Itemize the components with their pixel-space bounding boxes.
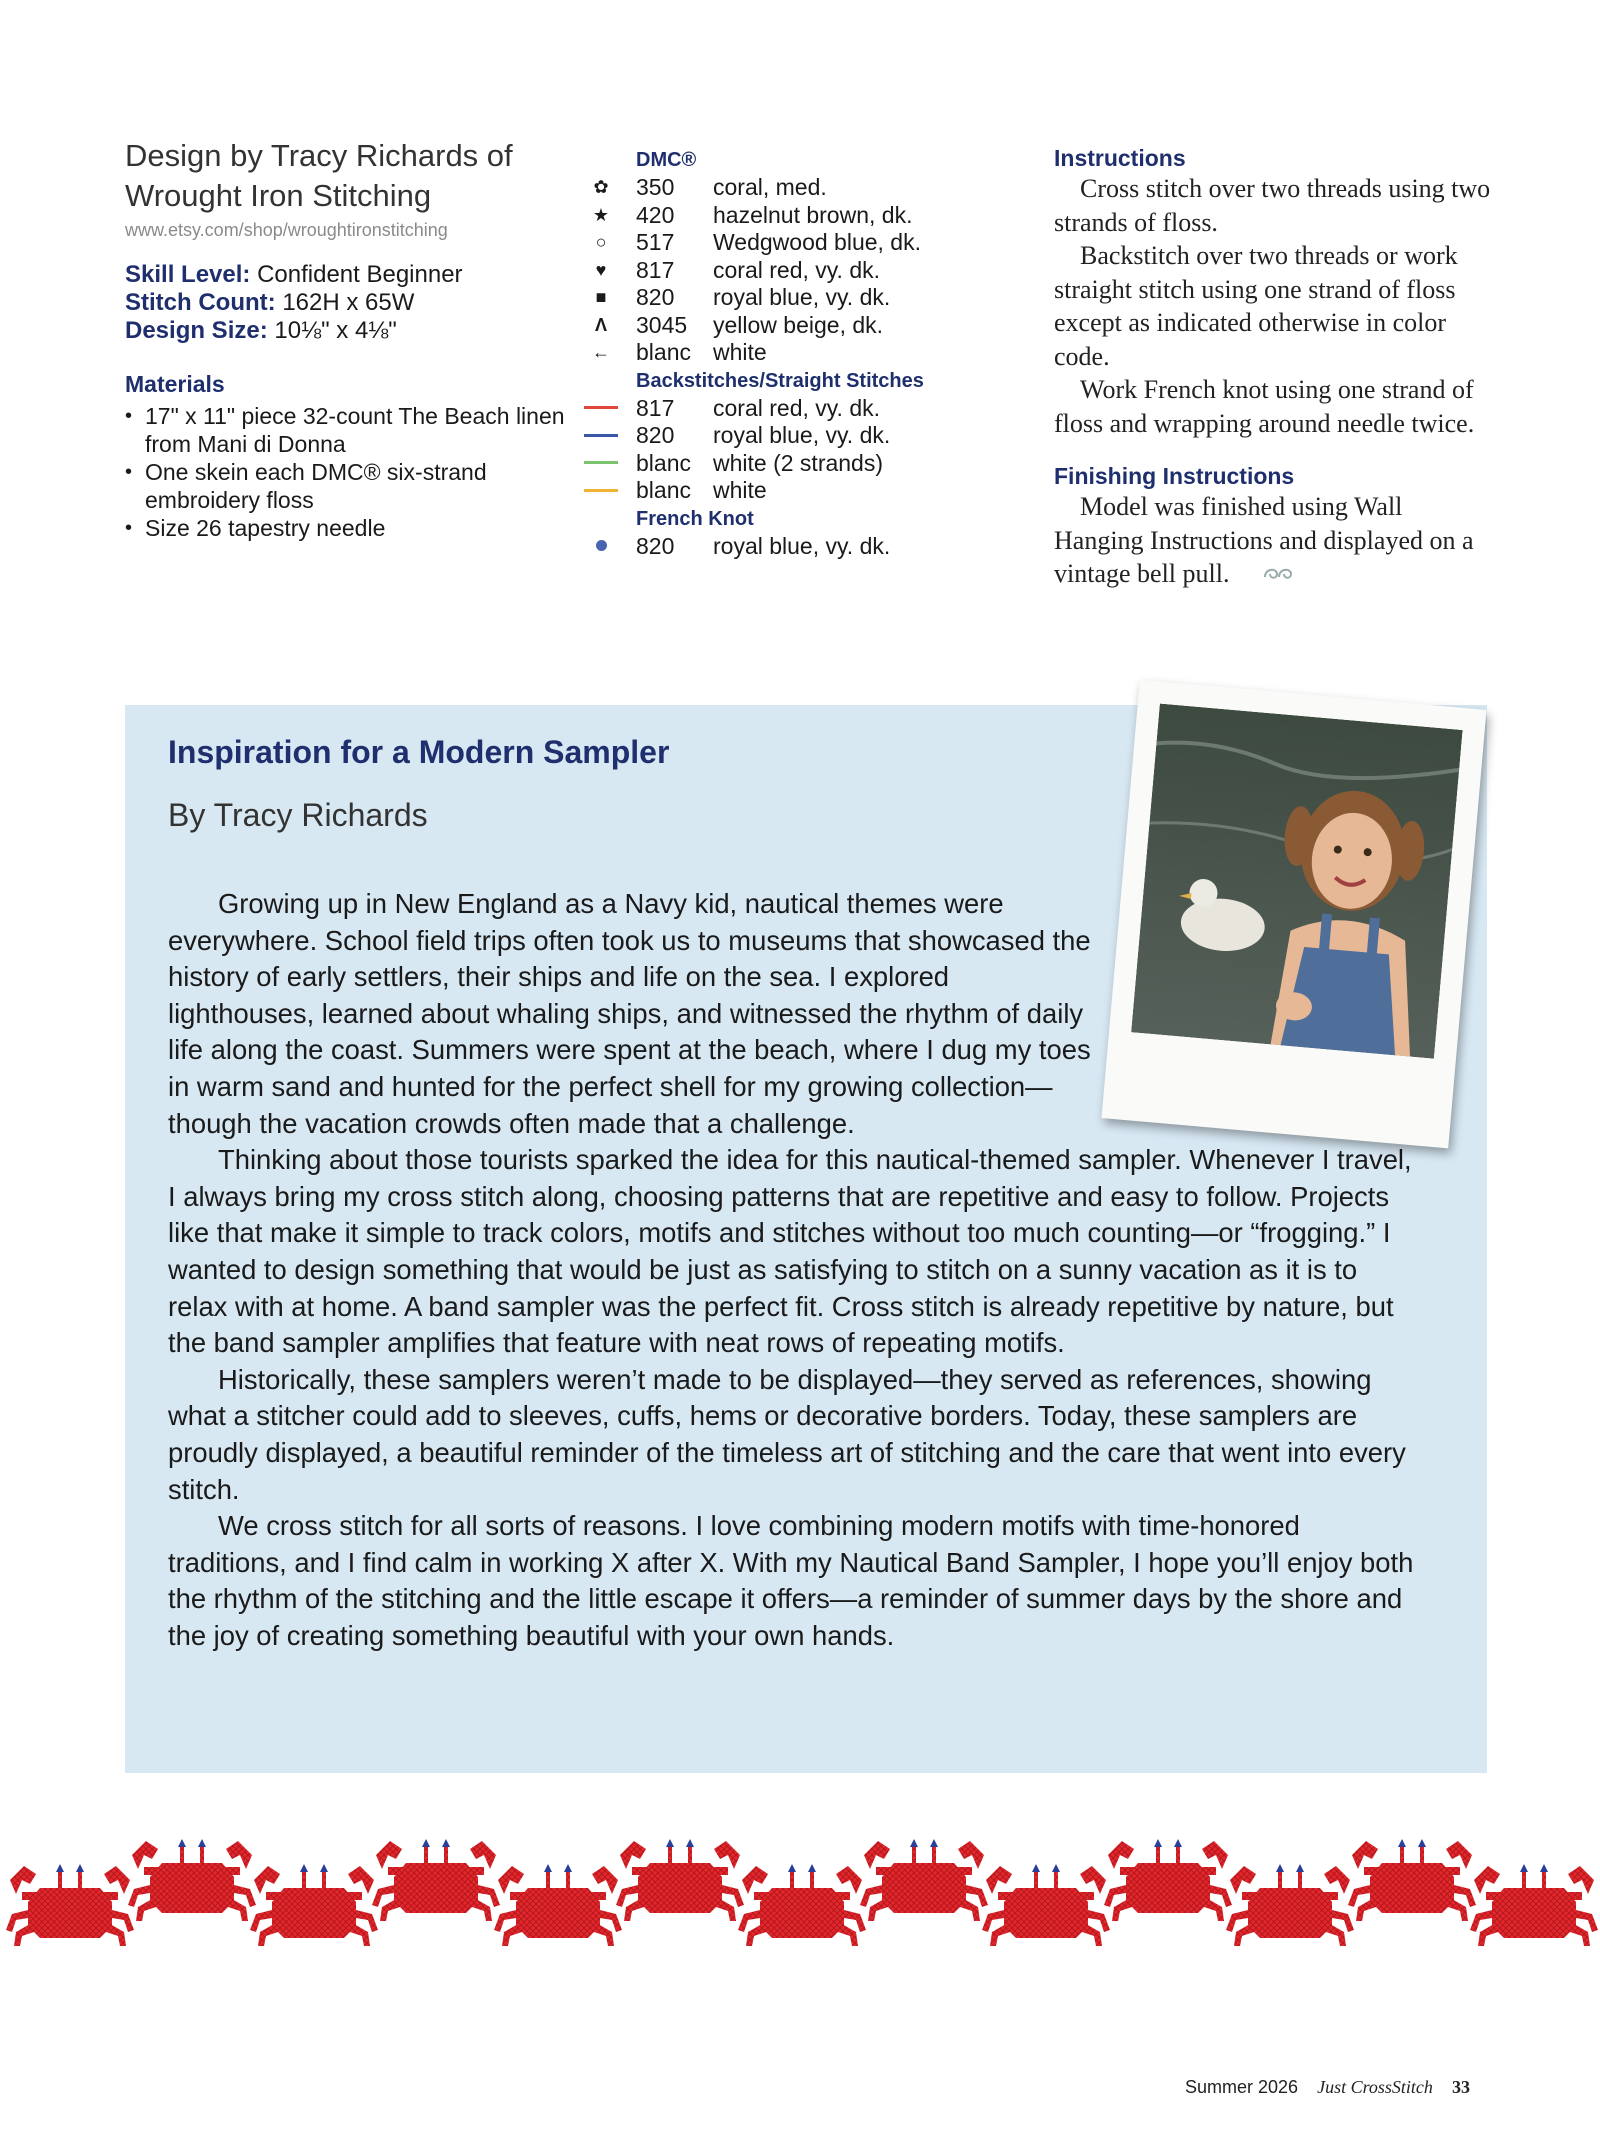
stitch-count: Stitch Count: 162H x 65W bbox=[125, 289, 415, 316]
materials-heading: Materials bbox=[125, 371, 225, 397]
key-row: Λ 3045 yellow beige, dk. bbox=[580, 312, 1000, 340]
key-row: ■ 820 royal blue, vy. dk. bbox=[580, 284, 1000, 312]
key-row: blanc white bbox=[580, 477, 1000, 505]
list-item: • One skein each DMC® six-strand embroidery floss bbox=[125, 458, 565, 514]
finishing-heading: Finishing Instructions bbox=[1054, 463, 1295, 489]
instruction-paragraph: Backstitch over two threads or work straight stitch using one strand of floss except as indicated otherwise in color code. bbox=[1054, 241, 1458, 371]
line-swatch-icon bbox=[580, 450, 622, 478]
issue-label: Summer 2026 bbox=[1185, 2077, 1299, 2097]
instructions-heading: Instructions bbox=[1054, 145, 1186, 171]
dot-icon bbox=[580, 533, 622, 561]
key-row: 820 royal blue, vy. dk. bbox=[580, 533, 1000, 561]
french-knot-heading: French Knot bbox=[636, 507, 754, 530]
crab-border bbox=[0, 1820, 1600, 1960]
finishing-paragraph: Model was finished using Wall Hanging Instructions and displayed on a vintage bell pull. bbox=[1054, 490, 1494, 593]
designer-url[interactable]: www.etsy.com/shop/wroughtironstitching bbox=[125, 220, 448, 240]
page-number: 33 bbox=[1451, 2077, 1470, 2097]
design-specs bbox=[125, 261, 565, 345]
key-row: 820 royal blue, vy. dk. bbox=[580, 422, 1000, 450]
child-photo bbox=[1101, 680, 1486, 1149]
circle-icon: ○ bbox=[595, 232, 607, 252]
key-row: ✿ 350 coral, med. bbox=[580, 174, 1000, 202]
instruction-paragraph: Cross stitch over two threads using two strands of floss. bbox=[1054, 174, 1491, 237]
caret-icon: Λ bbox=[594, 314, 607, 335]
article-title: Inspiration for a Modern Sampler bbox=[168, 734, 670, 770]
instructions bbox=[1054, 144, 1494, 593]
key-row: ♥ 817 coral red, vy. dk. bbox=[580, 257, 1000, 285]
line-swatch-icon bbox=[580, 422, 622, 450]
key-row: ○ 517 Wedgwood blue, dk. bbox=[580, 229, 1000, 257]
design-size: Design Size: 10⅛" x 4⅛" bbox=[125, 317, 397, 344]
design-info bbox=[125, 136, 565, 542]
list-item: • Size 26 tapestry needle bbox=[125, 514, 565, 542]
designer-credit: Design by Tracy Richards of Wrought Iron Stitching bbox=[125, 138, 513, 213]
article-paragraph: We cross stitch for all sorts of reasons. I love combining modern motifs with time-honored traditions, and I find calm in working X after X. With my Nautical Band Sampler, I hope you’ll enjoy both the rhythm of the stitching and the little escape it offers—a reminder of summer days by the shore and the joy of creating something beautiful with your own hands. bbox=[168, 1510, 1414, 1651]
key-row: 817 coral red, vy. dk. bbox=[580, 395, 1000, 423]
arrow-left-icon: ← bbox=[592, 342, 610, 362]
flower-icon: ✿ bbox=[593, 177, 609, 197]
square-icon: ■ bbox=[595, 287, 607, 307]
heart-icon: ♥ bbox=[595, 259, 607, 280]
key-row: ★ 420 hazelnut brown, dk. bbox=[580, 202, 1000, 230]
article-paragraph: Thinking about those tourists sparked the idea for this nautical-themed sampler. Whenever I travel, I always bring my cross stitch along, choosing patterns that are repetitive and easy to follow. Projects like that make it simple to track colors, motifs and stitches without too much counting—or “frogging.” I wanted to design something that would be just as satisfying to stitch on a sunny vacation as it is to relax with at home. A band sampler was the perfect fit. Cross stitch is already repetitive by nature, but the band sampler amplifies that feature with neat rows of repeating motifs. bbox=[168, 1144, 1412, 1359]
star-icon: ★ bbox=[592, 204, 610, 225]
page-footer bbox=[1185, 2077, 1470, 2098]
key-row: blanc white (2 strands) bbox=[580, 450, 1000, 478]
key-row: ← blanc white bbox=[580, 339, 1000, 367]
list-item: • 17" x 11" piece 32-count The Beach linen from Mani di Donna bbox=[125, 402, 565, 458]
instruction-paragraph: Work French knot using one strand of floss and wrapping around needle twice. bbox=[1054, 375, 1475, 438]
line-swatch-icon bbox=[580, 395, 622, 423]
magazine-name: Just CrossStitch bbox=[1317, 2077, 1433, 2097]
color-key bbox=[580, 146, 1000, 560]
article-byline: By Tracy Richards bbox=[168, 797, 428, 833]
article-paragraph: Growing up in New England as a Navy kid, nautical themes were everywhere. School field trips often took us to museums that showcased the history of early settlers, their ships and life on the sea. I explored lighthouses, learned about whaling ships, and witnessed the rhythm of daily life along the coast. Summers were spent at the beach, where I dug my toes in warm sand and hunted for the perfect shell for my growing collection—though the vacation crowds often made that a challenge. bbox=[168, 888, 1091, 1139]
skill-level: Skill Level: Confident Beginner bbox=[125, 261, 463, 288]
materials-list bbox=[125, 402, 565, 542]
end-mark-icon bbox=[1235, 559, 1297, 593]
article-paragraph: Historically, these samplers weren’t made to be displayed—they served as references, showing what a stitcher could add to sleeves, cuffs, hems or decorative borders. Today, these samplers are proudly displayed, a beautiful reminder of the timeless art of stitching and the care that went into every stitch. bbox=[168, 1363, 1406, 1505]
dmc-heading: DMC® bbox=[636, 149, 697, 171]
line-swatch-icon bbox=[580, 477, 622, 505]
backstitch-heading: Backstitches/Straight Stitches bbox=[636, 369, 924, 392]
photo-image bbox=[1131, 704, 1463, 1059]
